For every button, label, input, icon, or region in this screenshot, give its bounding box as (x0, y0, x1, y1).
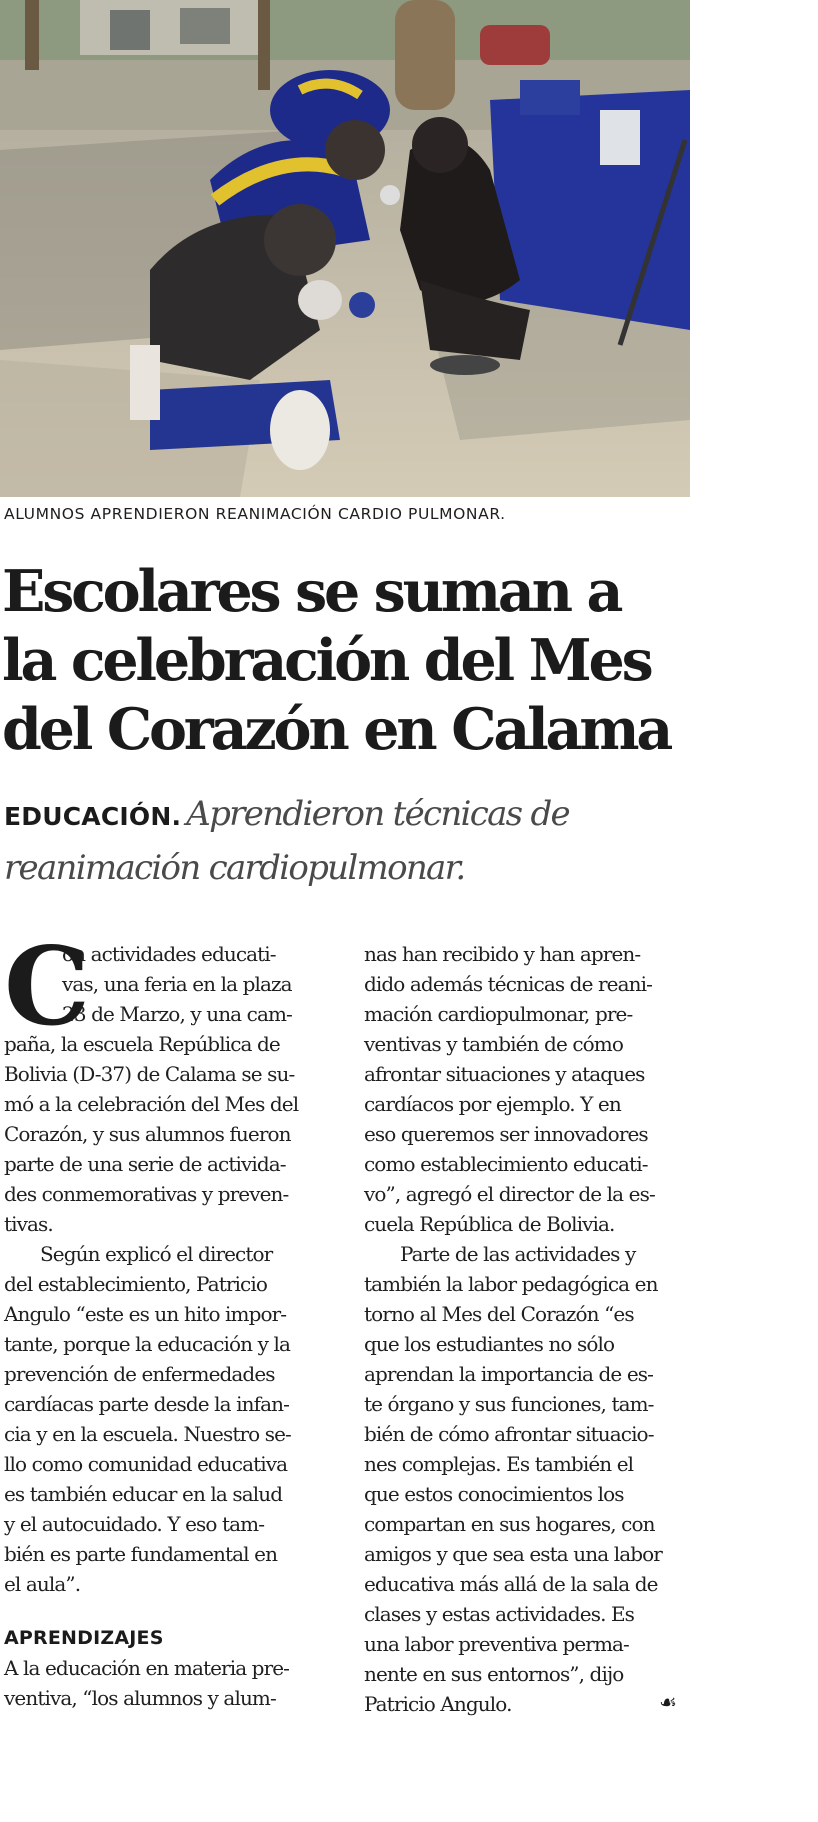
body-line: te órgano y sus funciones, tam- (364, 1392, 654, 1416)
body-line: que los estudiantes no sólo (364, 1332, 615, 1356)
subhead (4, 790, 704, 892)
body-line: clases y estas actividades. Es (364, 1602, 635, 1626)
body-line: aprendan la importancia de es- (364, 1362, 653, 1386)
headline-line: la celebración del Mes (2, 627, 651, 694)
body-line: Parte de las actividades y (400, 1242, 636, 1266)
headline (2, 557, 702, 764)
body-line: A la educación en materia pre- (4, 1656, 290, 1680)
body-column-left (4, 924, 334, 1713)
body-line: torno al Mes del Corazón “es (364, 1302, 634, 1326)
photo-illustration (0, 0, 690, 497)
body-line: nente en sus entornos”, dijo (364, 1662, 624, 1686)
body-line: tivas. (4, 1212, 53, 1236)
body-line: mó a la celebración del Mes del (4, 1092, 299, 1116)
body-line: que estos conocimientos los (364, 1482, 624, 1506)
body-line: cia y en la escuela. Nuestro se- (4, 1422, 291, 1446)
photo-caption: ALUMNOS APRENDIERON REANIMACIÓN CARDIO PULMONAR. (4, 505, 506, 523)
deck-text: Aprendieron técnicas de (186, 794, 569, 834)
body-line: Según explicó el director (40, 1242, 273, 1266)
body-line: amigos y que sea esta una labor (364, 1542, 662, 1566)
body-line: nes complejas. Es también el (364, 1452, 634, 1476)
body-line: afrontar situaciones y ataques (364, 1062, 645, 1086)
body-line: cardíacas parte desde la infan- (4, 1392, 289, 1416)
body-line: compartan en sus hogares, con (364, 1512, 655, 1536)
body-line: on actividades educati- (62, 942, 276, 966)
headline-line: del Corazón en Calama (2, 696, 671, 763)
section-heading: APRENDIZAJES (4, 1627, 164, 1649)
end-of-article-icon: ☙ (659, 1690, 677, 1714)
body-line: el aula”. (4, 1572, 81, 1596)
body-line: educativa más allá de la sala de (364, 1572, 658, 1596)
body-line: nas han recibido y han apren- (364, 942, 641, 966)
article-photo (0, 0, 690, 497)
body-line: Angulo “este es un hito impor- (4, 1302, 287, 1326)
section-kicker: EDUCACIÓN. (4, 802, 182, 831)
body-line: 23 de Marzo, y una cam- (62, 1002, 292, 1026)
body-line: del establecimiento, Patricio (4, 1272, 267, 1296)
body-line: des conmemorativas y preven- (4, 1182, 289, 1206)
body-line: bién de cómo afrontar situacio- (364, 1422, 654, 1446)
body-line: prevención de enfermedades (4, 1362, 275, 1386)
deck-text: reanimación cardiopulmonar. (4, 848, 465, 888)
body-line: paña, la escuela República de (4, 1032, 280, 1056)
body-line: dido además técnicas de reani- (364, 972, 652, 996)
body-line: Corazón, y sus alumnos fueron (4, 1122, 291, 1146)
body-line: cardíacos por ejemplo. Y en (364, 1092, 621, 1116)
body-line: vas, una feria en la plaza (62, 972, 292, 996)
body-line: tante, porque la educación y la (4, 1332, 290, 1356)
body-line: bién es parte fundamental en (4, 1542, 278, 1566)
body-line: Patricio Angulo. (364, 1692, 512, 1716)
body-line: mación cardiopulmonar, pre- (364, 1002, 633, 1026)
body-line: como establecimiento educati- (364, 1152, 648, 1176)
body-line: parte de una serie de activida- (4, 1152, 286, 1176)
body-line: llo como comunidad educativa (4, 1452, 288, 1476)
drop-cap: C (4, 924, 90, 1050)
body-line: y el autocuidado. Y eso tam- (4, 1512, 265, 1536)
body-line: también la labor pedagógica en (364, 1272, 658, 1296)
body-line: Bolivia (D-37) de Calama se su- (4, 1062, 295, 1086)
body-line: ventivas y también de cómo (364, 1032, 623, 1056)
body-line: cuela República de Bolivia. (364, 1212, 615, 1236)
body-line: eso queremos ser innovadores (364, 1122, 648, 1146)
body-line: vo”, agregó el director de la es- (364, 1182, 655, 1206)
headline-line: Escolares se suman a (2, 558, 621, 625)
body-column-right (364, 939, 694, 1719)
subhead-line (4, 790, 704, 844)
body-line: ventiva, “los alumnos y alum- (4, 1686, 276, 1710)
body-line: es también educar en la salud (4, 1482, 283, 1506)
body-line: una labor preventiva perma- (364, 1632, 629, 1656)
